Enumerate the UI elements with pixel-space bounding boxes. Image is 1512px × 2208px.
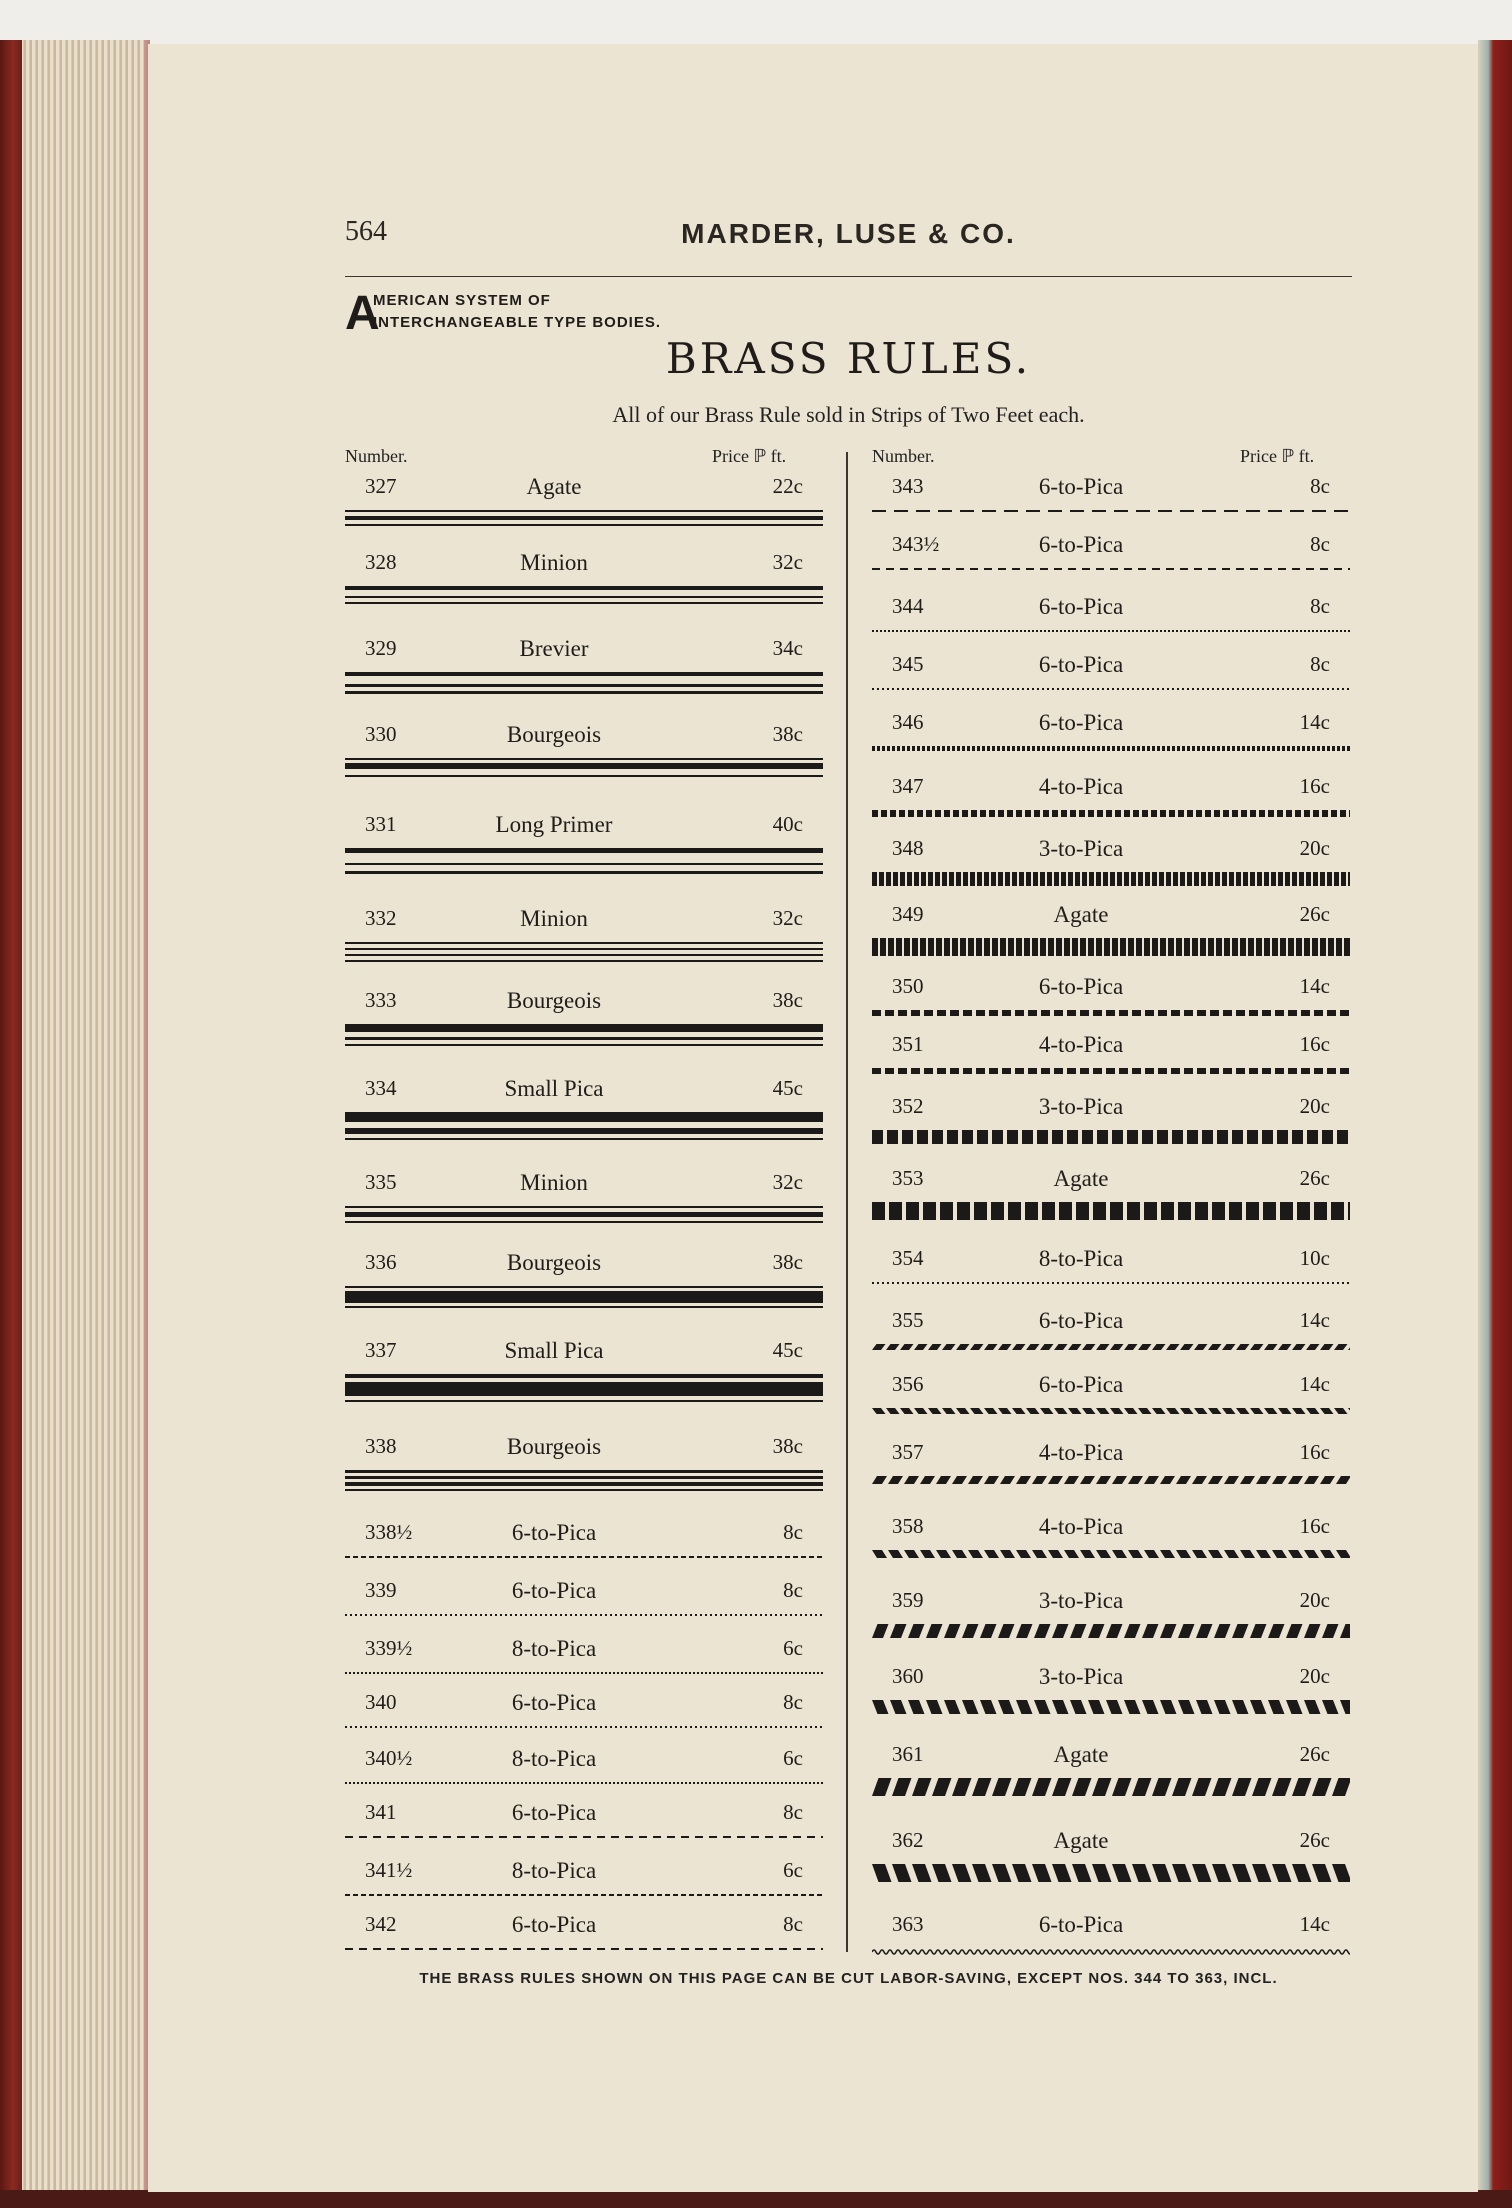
rule-body-size: 6-to-Pica: [511, 1800, 597, 1825]
rule-body-size: 8-to-Pica: [511, 1636, 597, 1661]
rule-number: 356: [892, 1372, 924, 1396]
rule-specimen: [872, 1130, 1350, 1146]
rule-specimen: [345, 1286, 823, 1310]
rule-number: 333: [365, 988, 397, 1012]
rule-number: 354: [892, 1246, 924, 1270]
rule-price: 20c: [1299, 1588, 1330, 1612]
page-header: [345, 212, 1352, 277]
rule-number: 363: [892, 1912, 924, 1936]
rule-body-size: 3-to-Pica: [1038, 836, 1124, 861]
rule-number: 327: [365, 474, 397, 498]
rule-number: 361: [892, 1742, 924, 1766]
rule-body-size: Small Pica: [504, 1076, 604, 1101]
rule-specimen: [345, 1112, 823, 1142]
rule-price: 45c: [772, 1076, 803, 1100]
rule-specimen: [872, 630, 1350, 634]
rule-price: 8c: [1310, 532, 1330, 556]
rule-body-size: 6-to-Pica: [1038, 532, 1124, 557]
rule-entry: [872, 1166, 1350, 1236]
rule-body-size: Bourgeois: [506, 1250, 602, 1275]
rule-body-size: 8-to-Pica: [511, 1746, 597, 1771]
rule-body-size: 6-to-Pica: [1038, 474, 1124, 499]
rule-entry: [345, 988, 823, 1058]
rule-number: 358: [892, 1514, 924, 1538]
rule-entry: [345, 1076, 823, 1146]
rule-number: 344: [892, 594, 924, 618]
rule-body-size: 3-to-Pica: [1038, 1664, 1124, 1689]
rule-entry: [872, 1372, 1350, 1442]
rule-number: 357: [892, 1440, 924, 1464]
book-cover-edge: [0, 40, 22, 2190]
page-title: BRASS RULES.: [665, 334, 1032, 383]
rule-number: 355: [892, 1308, 924, 1332]
rule-specimen: [872, 1010, 1350, 1018]
rule-specimen: [345, 1206, 823, 1225]
rule-entry: [345, 1250, 823, 1320]
rule-price: 14c: [1299, 1372, 1330, 1396]
rule-number: 360: [892, 1664, 924, 1688]
rule-number: 331: [365, 812, 397, 836]
left-price-header: Price ℙ ft.: [712, 446, 787, 466]
rule-price: 8c: [783, 1578, 803, 1602]
rule-body-size: Bourgeois: [506, 722, 602, 747]
rule-specimen: [872, 1344, 1350, 1352]
rule-price: 45c: [772, 1338, 803, 1362]
rule-specimen: [345, 758, 823, 779]
rule-number: 343½: [892, 532, 940, 556]
rule-body-size: Minion: [520, 550, 588, 575]
rule-price: 22c: [772, 474, 803, 498]
rule-number: 340½: [365, 1746, 413, 1770]
rule-entry: [872, 902, 1350, 972]
rule-body-size: 3-to-Pica: [1038, 1094, 1124, 1119]
rule-specimen: [872, 1550, 1350, 1560]
rule-number: 341½: [365, 1858, 413, 1882]
rule-price: 14c: [1299, 710, 1330, 734]
rule-specimen: [345, 672, 823, 696]
rule-body-size: Bourgeois: [506, 988, 602, 1013]
rule-specimen: [872, 1408, 1350, 1416]
rule-price: 26c: [1299, 1742, 1330, 1766]
rule-number: 329: [365, 636, 397, 660]
rule-body-size: Long Primer: [495, 812, 613, 837]
rule-price: 6c: [783, 1746, 803, 1770]
rule-specimen: [872, 1778, 1350, 1798]
rule-price: 14c: [1299, 1308, 1330, 1332]
rule-specimen: [345, 1672, 823, 1676]
rule-specimen: [345, 942, 823, 964]
rule-specimen: [345, 510, 823, 528]
rule-price: 32c: [772, 906, 803, 930]
rule-entry: [872, 1742, 1350, 1812]
rule-entry: [345, 1434, 823, 1504]
rule-number: 348: [892, 836, 924, 860]
rule-body-size: 6-to-Pica: [1038, 974, 1124, 999]
rule-specimen: [872, 688, 1350, 692]
rule-body-size: 4-to-Pica: [1038, 1440, 1124, 1465]
rule-entry: [872, 1094, 1350, 1164]
rule-body-size: Brevier: [519, 636, 589, 661]
rule-entry: [345, 1170, 823, 1240]
rule-body-size: 6-to-Pica: [511, 1520, 597, 1545]
rule-body-size: 4-to-Pica: [1038, 1032, 1124, 1057]
rule-specimen: [872, 746, 1350, 753]
rule-number: 352: [892, 1094, 924, 1118]
rule-number: 330: [365, 722, 397, 746]
type-system-label: [345, 287, 725, 340]
rule-entry: [345, 906, 823, 976]
rule-price: 16c: [1299, 774, 1330, 798]
rule-specimen: [345, 1782, 823, 1786]
right-number-header: Number.: [872, 446, 935, 466]
rule-price: 8c: [783, 1520, 803, 1544]
rule-body-size: 6-to-Pica: [1038, 710, 1124, 735]
rule-number: 335: [365, 1170, 397, 1194]
rule-price: 32c: [772, 1170, 803, 1194]
rule-price: 38c: [772, 1434, 803, 1458]
rule-specimen: [345, 1948, 823, 1952]
rule-body-size: Minion: [520, 906, 588, 931]
rule-body-size: 8-to-Pica: [1038, 1246, 1124, 1271]
rule-price: 16c: [1299, 1440, 1330, 1464]
rule-body-size: Agate: [1053, 1166, 1109, 1191]
rule-body-size: Bourgeois: [506, 1434, 602, 1459]
rule-specimen: [872, 810, 1350, 819]
rule-entry: [872, 710, 1350, 780]
rule-number: 362: [892, 1828, 924, 1852]
rule-entry: [872, 1308, 1350, 1378]
rule-price: 14c: [1299, 1912, 1330, 1936]
rule-body-size: 6-to-Pica: [1038, 652, 1124, 677]
rule-entry: [872, 1246, 1350, 1316]
rule-body-size: Minion: [520, 1170, 588, 1195]
rule-price: 26c: [1299, 902, 1330, 926]
rule-price: 26c: [1299, 1166, 1330, 1190]
rule-body-size: Small Pica: [504, 1338, 604, 1363]
rule-specimen: [872, 938, 1350, 958]
running-title: MARDER, LUSE & CO.: [681, 218, 1016, 249]
rule-entry: [872, 1828, 1350, 1898]
rule-body-size: 6-to-Pica: [1038, 1372, 1124, 1397]
rule-specimen: [345, 1556, 823, 1560]
rule-specimen: [345, 1374, 823, 1404]
rule-price: 34c: [772, 636, 803, 660]
rule-body-size: 6-to-Pica: [511, 1578, 597, 1603]
rule-price: 8c: [1310, 652, 1330, 676]
rule-price: 20c: [1299, 1094, 1330, 1118]
rule-price: 8c: [783, 1800, 803, 1824]
rule-price: 8c: [1310, 474, 1330, 498]
rule-specimen: [345, 1614, 823, 1618]
rule-entry: [872, 1588, 1350, 1658]
rule-price: 38c: [772, 722, 803, 746]
rule-entry: [872, 532, 1350, 602]
rule-number: 340: [365, 1690, 397, 1714]
rule-number: 341: [365, 1800, 397, 1824]
column-divider: [846, 452, 848, 1952]
top-margin: [0, 0, 1512, 44]
rule-entry: [345, 636, 823, 706]
rule-specimen: [345, 586, 823, 606]
rule-specimen: [345, 1726, 823, 1730]
page-number: 564: [345, 216, 387, 247]
rule-number: 338: [365, 1434, 397, 1458]
rule-number: 339: [365, 1578, 397, 1602]
rule-specimen: [872, 1068, 1350, 1076]
rule-number: 337: [365, 1338, 397, 1362]
rule-body-size: 4-to-Pica: [1038, 774, 1124, 799]
right-binding-edge: [1478, 40, 1512, 2190]
rule-specimen: [872, 568, 1350, 572]
rule-entry: [872, 1664, 1350, 1734]
rule-number: 347: [892, 774, 924, 798]
rule-number: 343: [892, 474, 924, 498]
rule-body-size: 6-to-Pica: [1038, 594, 1124, 619]
rule-price: 8c: [1310, 594, 1330, 618]
rule-price: 38c: [772, 1250, 803, 1274]
rule-specimen: [345, 1894, 823, 1898]
footnote: THE BRASS RULES SHOWN ON THIS PAGE CAN BE CUT LABOR-SAVING, EXCEPT NOS. 344 TO 363, INCL.: [419, 1970, 1278, 1987]
rule-body-size: 6-to-Pica: [1038, 1308, 1124, 1333]
rule-price: 6c: [783, 1636, 803, 1660]
rule-body-size: 6-to-Pica: [1038, 1912, 1124, 1937]
rule-price: 40c: [772, 812, 803, 836]
rule-entry: [872, 774, 1350, 844]
rule-number: 336: [365, 1250, 397, 1274]
rule-number: 338½: [365, 1520, 413, 1544]
rule-specimen: [872, 510, 1350, 514]
system-line-2: INTERCHANGEABLE TYPE BODIES.: [373, 314, 662, 331]
rule-specimen: [345, 1470, 823, 1493]
rule-body-size: Agate: [526, 474, 582, 499]
rule-entry: [345, 722, 823, 792]
rule-entry: [872, 1032, 1350, 1102]
rule-specimen: [872, 1948, 1350, 1958]
rule-price: 10c: [1299, 1246, 1330, 1270]
rule-body-size: 8-to-Pica: [511, 1858, 597, 1883]
rule-entry: [345, 474, 823, 544]
rule-specimen: [872, 1476, 1350, 1486]
rule-body-size: Agate: [1053, 1828, 1109, 1853]
rule-price: 8c: [783, 1690, 803, 1714]
rule-body-size: 3-to-Pica: [1038, 1588, 1124, 1613]
rule-entry: [872, 1440, 1350, 1510]
rule-number: 328: [365, 550, 397, 574]
rule-specimen: [345, 1836, 823, 1840]
rule-number: 332: [365, 906, 397, 930]
rule-number: 353: [892, 1166, 924, 1190]
rule-price: 16c: [1299, 1514, 1330, 1538]
rule-number: 339½: [365, 1636, 413, 1660]
rule-price: 14c: [1299, 974, 1330, 998]
rule-price: 8c: [783, 1912, 803, 1936]
page-stack-edge: [0, 40, 150, 2190]
rule-specimen: [872, 1282, 1350, 1286]
page-subtitle: All of our Brass Rule sold in Strips of Two Feet each.: [612, 402, 1085, 427]
rule-specimen: [872, 1864, 1350, 1884]
rule-number: 334: [365, 1076, 397, 1100]
rule-price: 6c: [783, 1858, 803, 1882]
rule-price: 26c: [1299, 1828, 1330, 1852]
rule-price: 38c: [772, 988, 803, 1012]
system-line-1: MERICAN SYSTEM OF: [373, 292, 551, 309]
rule-price: 20c: [1299, 1664, 1330, 1688]
rule-entry: [345, 550, 823, 620]
rule-body-size: Agate: [1053, 902, 1109, 927]
rule-number: 345: [892, 652, 924, 676]
rule-specimen: [872, 1202, 1350, 1222]
rule-price: 20c: [1299, 836, 1330, 860]
rule-specimen: [345, 1024, 823, 1048]
rule-number: 342: [365, 1912, 397, 1936]
rule-body-size: 6-to-Pica: [511, 1690, 597, 1715]
rule-entry: [345, 1338, 823, 1408]
right-price-header: Price ℙ ft.: [1240, 446, 1315, 466]
drop-cap: A: [345, 287, 380, 340]
rule-entry: [872, 1514, 1350, 1584]
rule-body-size: Agate: [1053, 1742, 1109, 1767]
rule-price: 32c: [772, 550, 803, 574]
rule-number: 349: [892, 902, 924, 926]
rule-body-size: 6-to-Pica: [511, 1912, 597, 1937]
rule-specimen: [872, 1700, 1350, 1716]
rule-entry: [872, 836, 1350, 906]
rule-body-size: 4-to-Pica: [1038, 1514, 1124, 1539]
rule-specimen: [345, 848, 823, 876]
rule-specimen: [872, 1624, 1350, 1640]
rule-specimen: [872, 872, 1350, 888]
rule-number: 346: [892, 710, 924, 734]
rule-number: 359: [892, 1588, 924, 1612]
rule-number: 350: [892, 974, 924, 998]
left-number-header: Number.: [345, 446, 408, 466]
rule-entry: [345, 812, 823, 882]
rule-price: 16c: [1299, 1032, 1330, 1056]
rule-number: 351: [892, 1032, 924, 1056]
